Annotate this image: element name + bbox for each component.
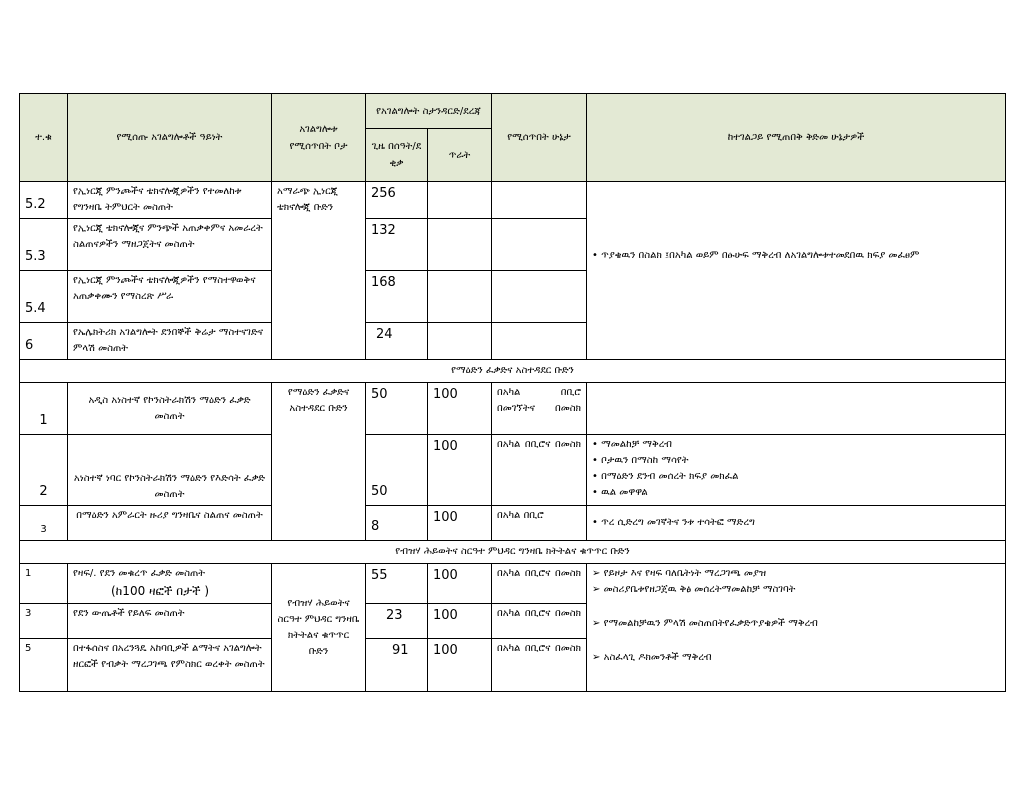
prerequisite-item: • ማመልከቻ ማቅረብ (592, 437, 1000, 453)
service-delivery: በአካል በቢሮና በመስክ (492, 604, 587, 639)
service-time: 50 (366, 435, 428, 506)
service-quality (428, 182, 492, 219)
row-number: 5.2 (20, 182, 68, 219)
service-name: የኢነርጂ ምንጮችና ቴክኖሎጂዎችን የተመለከቱ የግንዛቤ ትምህርት መስጠት (68, 182, 272, 219)
service-quality (428, 323, 492, 360)
prerequisite-item: ➢ አስፈላጊ ዶክመንቶች ማቅረብ (592, 650, 1000, 666)
row-number: 3 (20, 604, 68, 639)
row-number: 2 (20, 435, 68, 506)
service-name: አነስተኛ ነባር የኮንስትራክሽን ማዕድን የእድሳት ፈቃድ መስጠት (68, 435, 272, 506)
service-quality (428, 219, 492, 271)
row-number: 3 (20, 506, 68, 541)
service-quality: 100 (428, 435, 492, 506)
row-number: 5.4 (20, 271, 68, 323)
prerequisites-cell (587, 506, 1006, 541)
service-time: 168 (366, 271, 428, 323)
service-name: የዛፍ/. የደን መቁረጥ ፈቃድ መስጠት (73, 568, 206, 579)
prerequisites-cell (587, 182, 1006, 360)
services-table (19, 93, 1006, 692)
service-note: (ከ100 ዛፎች በታች ) (111, 584, 210, 598)
header-service-place: አገልግሎቱ የሚሰጥበት ቦታ (272, 94, 366, 182)
row-number: 5 (20, 639, 68, 692)
prerequisite-item: ➢ የማመልከቻዉን ምላሽ መስጠበትየፈቃድጥያቄዎች ማቅረብ (592, 616, 1000, 632)
section-title: የማዕድን ፈቃድና አስተዳደር ቡድን (20, 360, 1006, 383)
header-prerequisites: ከተገልጋይ የሚጠበቅ ቅድመ ሁኔታዎች (587, 94, 1006, 182)
service-time: 24 (366, 323, 428, 360)
service-time: 256 (366, 182, 428, 219)
table-row (20, 564, 1006, 604)
prerequisites-cell (587, 383, 1006, 435)
prerequisite-item: • ቦታዉን በማስከ ማሳየት (592, 453, 1000, 469)
service-delivery: በአካል በቢሮና በመስክ (492, 564, 587, 604)
service-place: አማራጭ ኢነርጂ ቴክኖሎጂ ቡድን (272, 182, 366, 360)
service-delivery (492, 182, 587, 219)
section-row (20, 541, 1006, 564)
prerequisites-cell (587, 435, 1006, 506)
service-time: 8 (366, 506, 428, 541)
service-quality: 100 (428, 383, 492, 435)
service-name: በተፋሰስና በአረንጓዴ አከባቢዎች ልማትና አገልግሎት ዘርፎች የብቃት ማረጋገጫ የምስክር ወረቀት መስጠት (68, 639, 272, 692)
header-time: ጊዜ በሰዓት/ደ ቂቃ (366, 129, 428, 182)
prerequisite-item: ➢ መስሪያቤቱየዘጋጀዉ ቅፅ መሰረትማመልከቻ ማስገባት (592, 582, 1000, 598)
service-place: የማዕድን ፈቃድና አስተዳደር ቡድን (272, 383, 366, 541)
service-name: በማዕድን አምራርት ዙሪያ ግንዛቤና ስልጠና መስጠት (68, 506, 272, 541)
service-delivery (492, 219, 587, 271)
header-service-type: የሚሰጡ አገልግሎቶች ዓይነት (68, 94, 272, 182)
service-quality (428, 271, 492, 323)
service-delivery (492, 271, 587, 323)
service-name: የደን ውጤቶች የይለፍ መስጠት (68, 604, 272, 639)
table-row (20, 506, 1006, 541)
service-time: 50 (366, 383, 428, 435)
row-number: 5.3 (20, 219, 68, 271)
table-row (20, 383, 1006, 435)
service-quality: 100 (428, 639, 492, 692)
service-time: 23 (366, 604, 428, 639)
service-delivery: በአካል በቢሮ (492, 506, 587, 541)
service-name: የኢነርጂ ቴክኖሎጂና ምንጭች አጠቃቀምና አመራረት ስልጠናዎችን ማዘጋጀትና መስጠት (68, 219, 272, 271)
prerequisite-item: • ጥያቄዉን በስልክ ፤በአካል ወይም በፁሁፍ ማቅረብ ለአገልግሎቱተመደበዉ ክፍያ መፈፀም (592, 248, 1000, 264)
prerequisite-item: ➢ የይዞታ እና የዛፍ ባለቤትነት ማረጋገጫ መያዝ (592, 566, 1000, 582)
header-standard: የአገልግሎት ስታንዳርድ/ደረጃ (366, 94, 492, 129)
table-row (20, 435, 1006, 506)
header-no: ተ.ቁ (20, 94, 68, 182)
prerequisite-item: • ጥረ ሲድረግ መገኛትና ንቱ ተሳትፎ ማድረግ (592, 515, 1000, 531)
header-delivery: የሚሰጥበት ሁኔታ (492, 94, 587, 182)
row-number: 1 (20, 383, 68, 435)
service-place: የብዝሃ ሕይወትና ስርዓተ ምህዳር ግንዛቤ ክትትልና ቁጥጥር ቡድን (272, 564, 366, 692)
prerequisites-cell (587, 564, 1006, 692)
service-name: የኢነርጂ ምንጮችና ቴክኖሎጂዎችን የማስተዋወቅና አጠቃቀሙን የማስረጽ ሥራ (68, 271, 272, 323)
service-quality: 100 (428, 506, 492, 541)
service-name: የኤሌክትሪክ አገልግሎት ደንበኞች ቅሬታ ማስተናገድና ምላሽ መስጠት (68, 323, 272, 360)
service-time: 132 (366, 219, 428, 271)
row-number: 1 (20, 564, 68, 604)
service-delivery: በአካል በቢሮ በመገኘትና በመስክ (492, 383, 587, 435)
service-time: 91 (366, 639, 428, 692)
section-title: የብዝሃ ሕይወትና ስርዓተ ምህዳር ግንዛቤ ክትትልና ቁጥጥር ቡድን (20, 541, 1006, 564)
section-row (20, 360, 1006, 383)
service-delivery: በአካል በቢሮና በመስክ (492, 639, 587, 692)
prerequisite-item: • በማዕድን ደንብ መሰረት ክፍያ መክፈል (592, 469, 1000, 485)
prerequisite-item: • ዉል መዋዋል (592, 485, 1000, 501)
row-number: 6 (20, 323, 68, 360)
service-delivery: በአካል በቢሮና በመስክ (492, 435, 587, 506)
service-name: አዲስ አነስተኛ የኮንስትራክሽን ማዕድን ፈቃድ መስጠት (68, 383, 272, 435)
table-row (20, 182, 1006, 219)
header-quality: ጥራት (428, 129, 492, 182)
service-quality: 100 (428, 604, 492, 639)
service-quality: 100 (428, 564, 492, 604)
service-delivery (492, 323, 587, 360)
service-time: 55 (366, 564, 428, 604)
service-name-cell (68, 564, 272, 604)
